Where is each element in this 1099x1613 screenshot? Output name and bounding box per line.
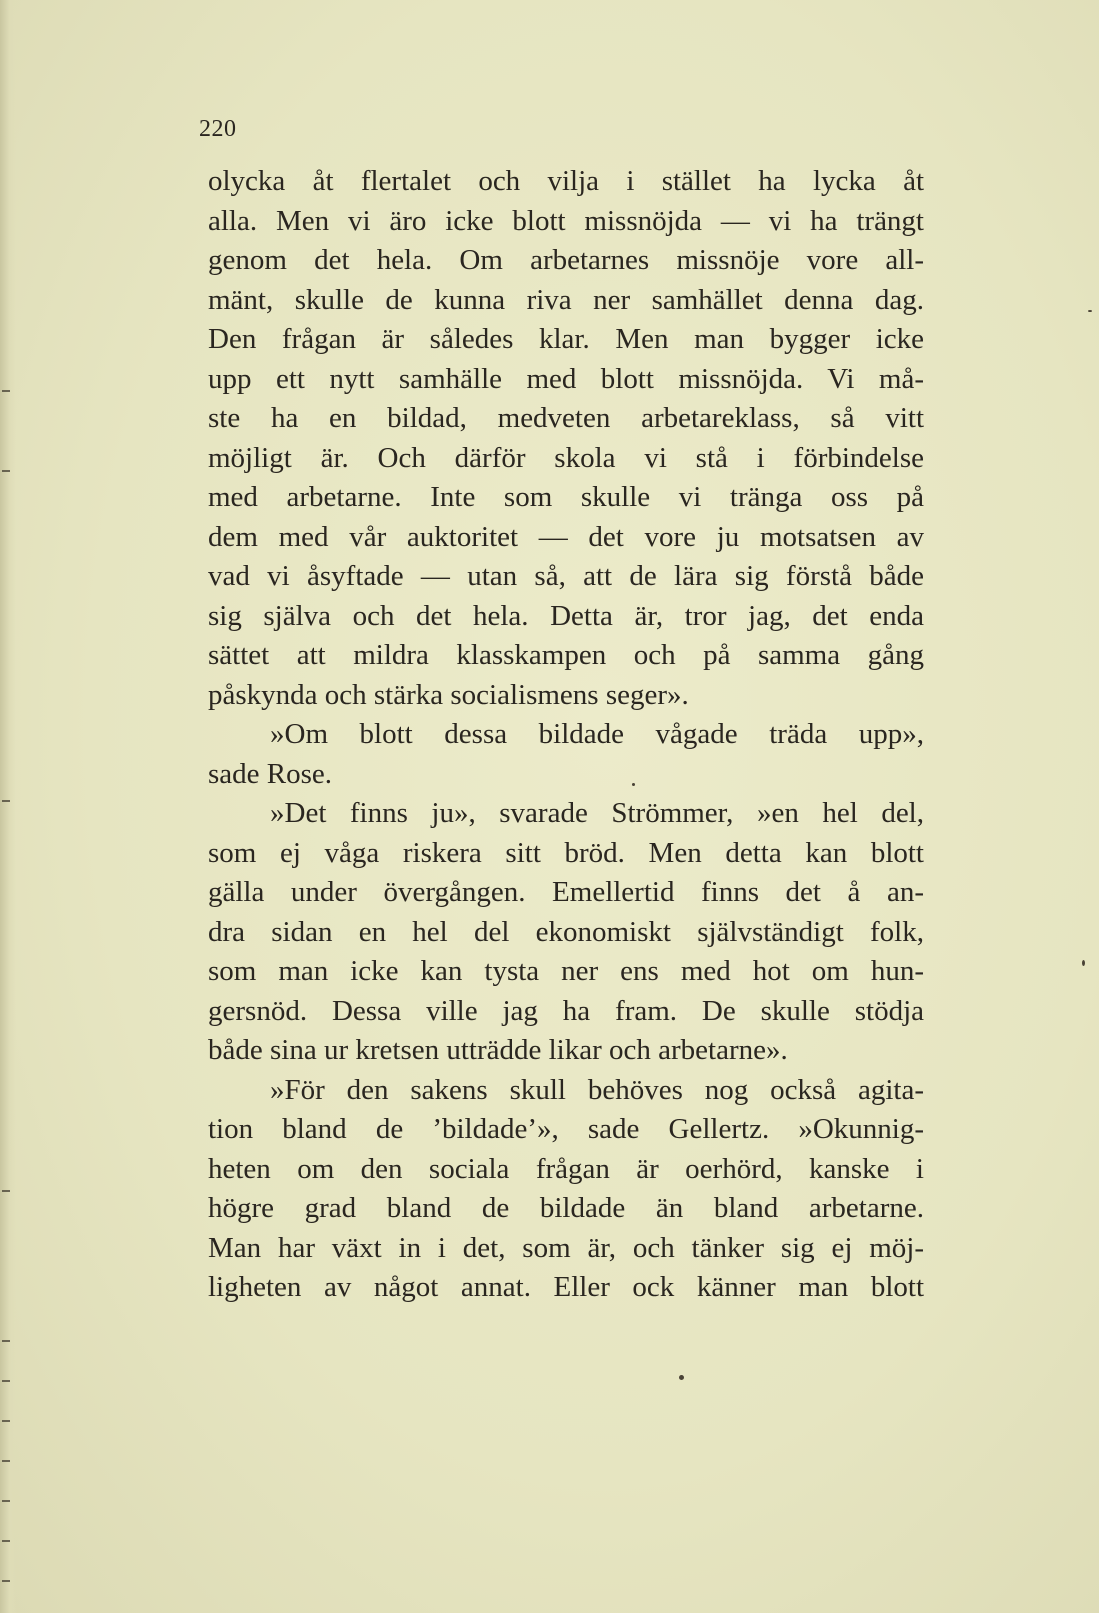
- text-line: både sina ur kretsen utträdde likar och arbetarne».: [208, 1034, 788, 1066]
- text-line: sade Rose.: [208, 757, 333, 790]
- text-line: Man har växt in i det, som är, och tänker sig ej möj-: [208, 1231, 924, 1264]
- text-line: alla. Men vi äro icke blott missnöjda — vi ha trängt: [208, 204, 924, 237]
- edge-mark: [2, 800, 10, 802]
- text-line: dra sidan en hel del ekonomiskt självständigt folk,: [208, 915, 924, 948]
- text-line: gälla under övergången. Emellertid finns det å an-: [208, 876, 924, 908]
- text-line: möjligt är. Och därför skola vi stå i förbindelse: [208, 441, 924, 474]
- edge-mark: [2, 390, 10, 392]
- edge-mark: [2, 1580, 10, 1582]
- paper-speck: [632, 783, 635, 786]
- paper-speck: [679, 1375, 684, 1380]
- text-line: »För den sakens skull behöves nog också agita-: [270, 1073, 924, 1106]
- text-line: vad vi åsyftade — utan så, att de lära sig förstå både: [208, 560, 924, 592]
- paper-speck: [1088, 310, 1092, 312]
- edge-mark: [2, 1420, 10, 1422]
- text-line: »Det finns ju», svarade Strömmer, »en hel del,: [270, 797, 924, 829]
- text-line: sig själva och det hela. Detta är, tror jag, det enda: [208, 599, 924, 632]
- text-line: upp ett nytt samhälle med blott missnöjda. Vi må-: [208, 362, 924, 395]
- body-text: [208, 162, 924, 1308]
- edge-mark: [2, 1500, 10, 1502]
- edge-mark: [2, 1460, 10, 1462]
- text-line: »Om blott dessa bildade vågade träda upp»,: [270, 718, 924, 750]
- text-line: mänt, skulle de kunna riva ner samhället denna dag.: [208, 283, 924, 316]
- text-line: sättet att mildra klasskampen och på samma gång: [208, 639, 924, 671]
- page-number: 220: [199, 116, 237, 142]
- edge-mark: [2, 1380, 10, 1382]
- page-gutter-edge: [0, 0, 16, 1613]
- text-line: med arbetarne. Inte som skulle vi tränga oss på: [208, 481, 924, 513]
- text-line: som ej våga riskera sitt bröd. Men detta kan blott: [208, 836, 924, 869]
- text-line: Den frågan är således klar. Men man bygger icke: [208, 323, 924, 355]
- edge-mark: [2, 1340, 10, 1342]
- text-line: dem med vår auktoritet — det vore ju motsatsen av: [208, 520, 924, 553]
- edge-mark: [2, 1190, 10, 1192]
- text-line: ligheten av något annat. Eller ock känner man blott: [208, 1271, 924, 1303]
- edge-mark: [2, 1540, 10, 1542]
- text-line: som man icke kan tysta ner ens med hot om hun-: [208, 955, 924, 987]
- text-line: heten om den sociala frågan är oerhörd, kanske i: [208, 1152, 924, 1185]
- edge-mark: [2, 470, 10, 472]
- text-line: tion bland de ’bildade’», sade Gellertz. »Okunnig-: [208, 1113, 924, 1145]
- text-line: påskynda och stärka socialismens seger».: [208, 678, 689, 711]
- paper-speck: [1082, 960, 1085, 966]
- text-line: olycka åt flertalet och vilja i stället ha lycka åt: [208, 165, 924, 197]
- text-line: ste ha en bildad, medveten arbetareklass, så vitt: [208, 402, 924, 434]
- text-line: gersnöd. Dessa ville jag ha fram. De skulle stödja: [208, 994, 924, 1027]
- text-line: högre grad bland de bildade än bland arbetarne.: [208, 1192, 924, 1224]
- text-line: genom det hela. Om arbetarnes missnöje vore all-: [208, 244, 924, 276]
